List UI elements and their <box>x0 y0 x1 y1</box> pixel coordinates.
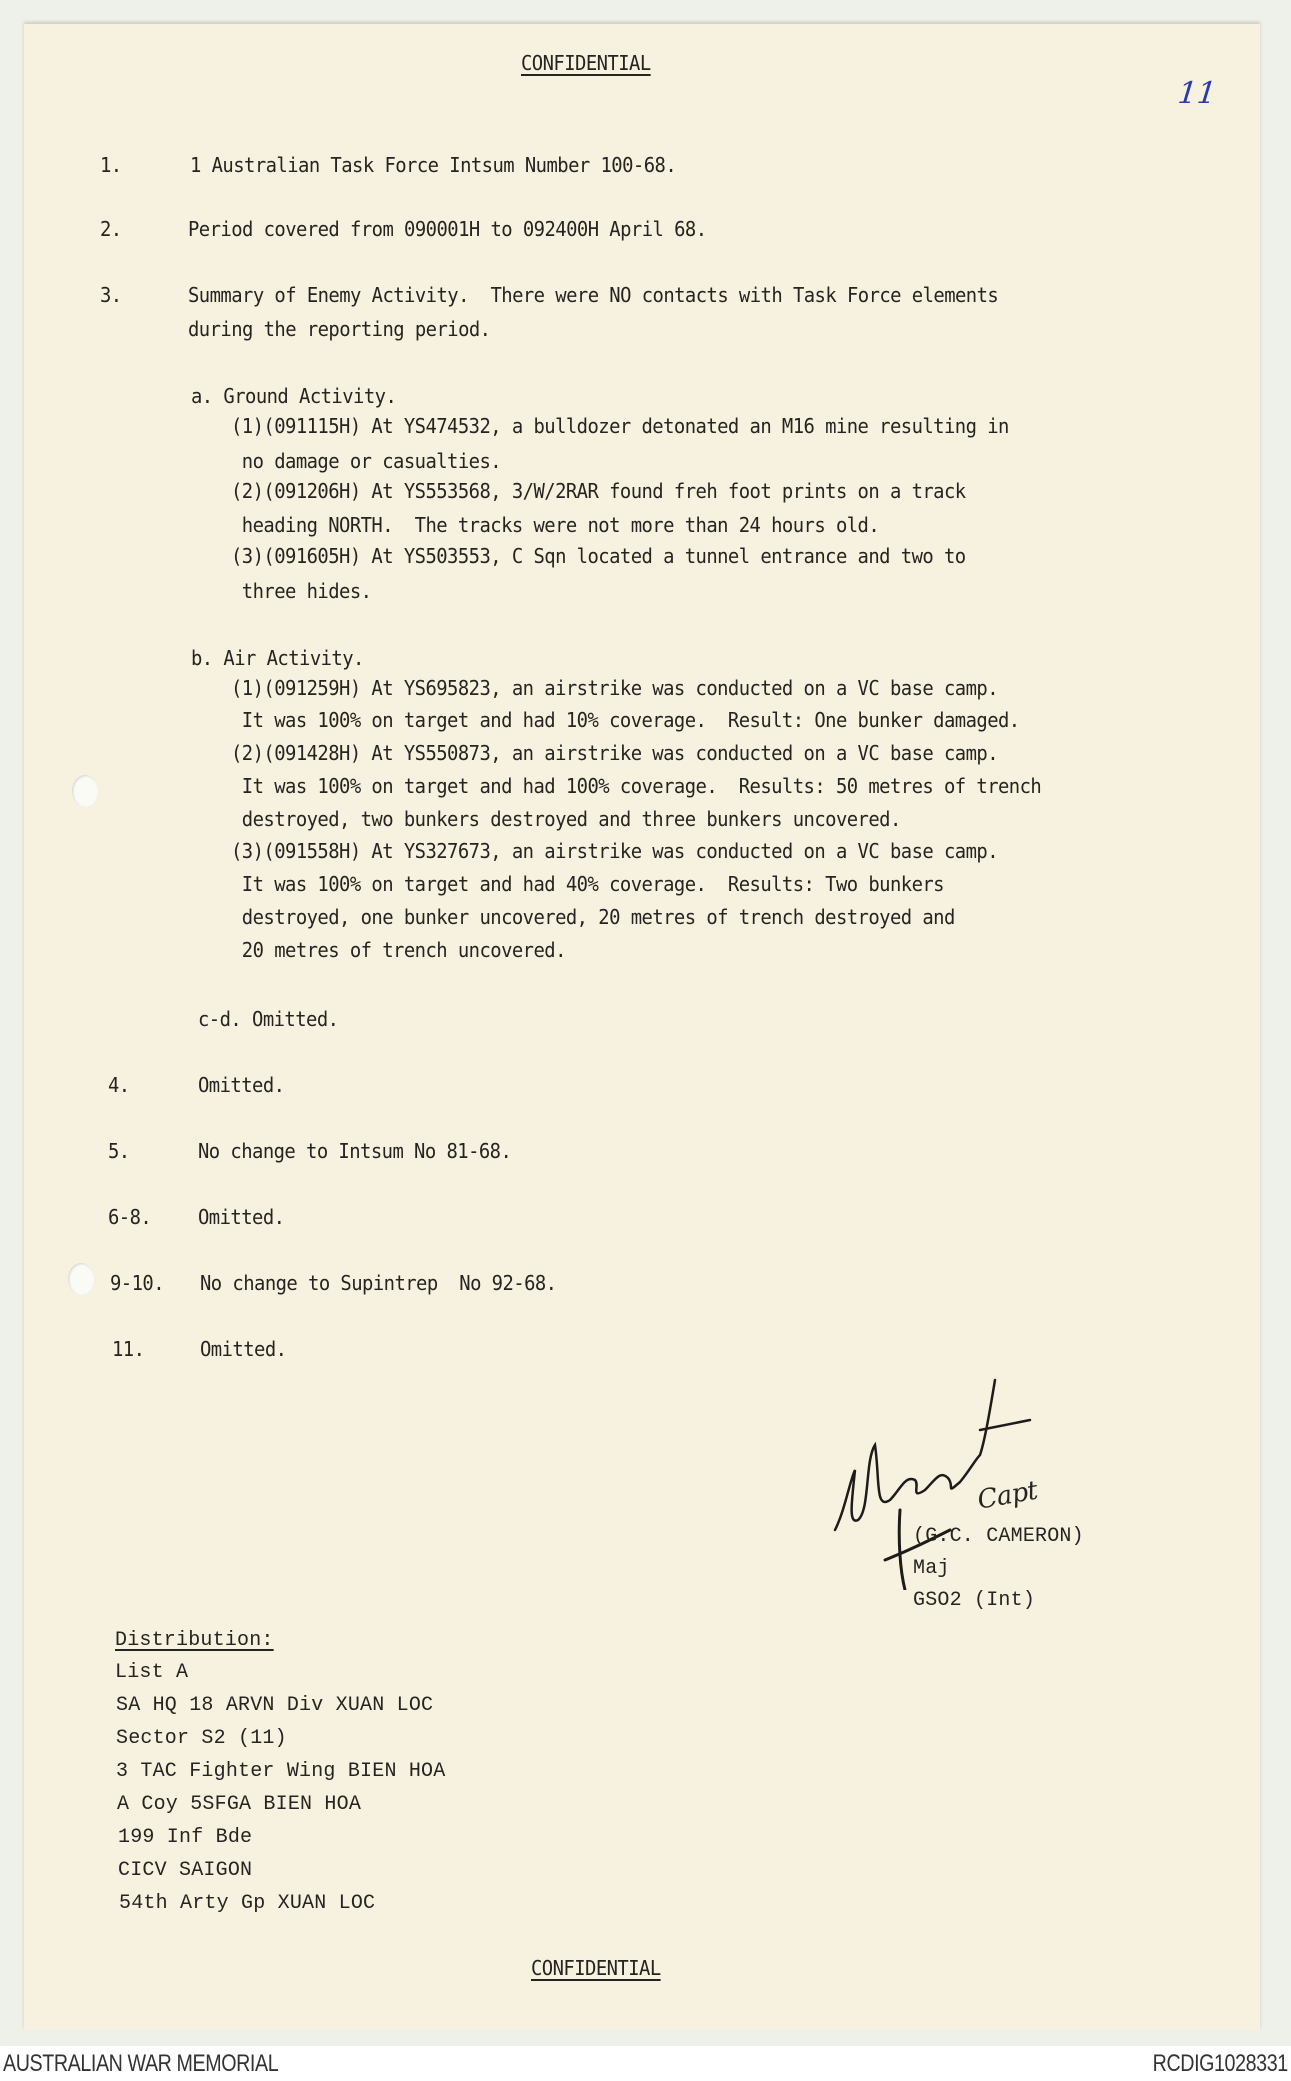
para-5-number: 5. <box>108 1139 130 1163</box>
signatory-rank: Maj <box>913 1557 950 1580</box>
para-3-line-2: during the reporting period. <box>188 317 491 341</box>
distribution-item: CICV SAIGON <box>118 1859 253 1882</box>
distribution-item: 199 Inf Bde <box>118 1826 253 1849</box>
ground-activity-line: three hides. <box>231 579 372 603</box>
ground-activity-heading: a. Ground Activity. <box>191 384 397 408</box>
air-activity-line: destroyed, two bunkers destroyed and three bunkers uncovered. <box>231 807 901 831</box>
archive-name: AUSTRALIAN WAR MEMORIAL <box>3 2050 279 2077</box>
para-2-number: 2. <box>100 217 122 241</box>
punch-hole <box>72 775 98 807</box>
archive-footer <box>0 2046 1291 2081</box>
para-9-10-number: 9-10. <box>110 1271 165 1295</box>
ground-activity-line: (1)(091115H) At YS474532, a bulldozer detonated an M16 mine resulting in <box>231 414 1009 438</box>
para-3-line-1: Summary of Enemy Activity. There were NO contacts with Task Force elements <box>188 283 999 307</box>
air-activity-line: It was 100% on target and had 100% coverage. Results: 50 metres of trench <box>231 774 1042 798</box>
archive-id: RCDIG1028331 <box>1152 2050 1288 2077</box>
para-9-10-text: No change to Supintrep No 92-68. <box>200 1271 557 1295</box>
para-6-8-text: Omitted. <box>198 1205 285 1229</box>
air-activity-line: (3)(091558H) At YS327673, an airstrike was conducted on a VC base camp. <box>231 839 998 863</box>
distribution-item: List A <box>115 1661 189 1684</box>
air-activity-line: (2)(091428H) At YS550873, an airstrike was conducted on a VC base camp. <box>231 741 998 765</box>
para-1-number: 1. <box>100 153 122 177</box>
para-11-text: Omitted. <box>200 1337 287 1361</box>
ground-activity-line: (3)(091605H) At YS503553, C Sqn located a tunnel entrance and two to <box>231 544 966 568</box>
distribution-item: Sector S2 (11) <box>116 1727 287 1750</box>
para-4-number: 4. <box>108 1073 130 1097</box>
para-11-number: 11. <box>112 1337 145 1361</box>
distribution-heading: Distribution: <box>115 1629 274 1652</box>
distribution-item: SA HQ 18 ARVN Div XUAN LOC <box>116 1694 434 1717</box>
para-4-text: Omitted. <box>198 1073 285 1097</box>
para-6-8-number: 6-8. <box>108 1205 152 1229</box>
air-activity-line: It was 100% on target and had 40% coverage. Results: Two bunkers <box>231 872 944 896</box>
distribution-item: 3 TAC Fighter Wing BIEN HOA <box>116 1760 446 1783</box>
classification-footer: CONFIDENTIAL <box>531 1956 661 1980</box>
air-activity-line: destroyed, one bunker uncovered, 20 metres of trench destroyed and <box>231 905 955 929</box>
para-5-text: No change to Intsum No 81-68. <box>198 1139 512 1163</box>
punch-hole <box>68 1263 94 1295</box>
air-activity-line: It was 100% on target and had 10% coverage. Result: One bunker damaged. <box>231 708 1020 732</box>
para-2-text: Period covered from 090001H to 092400H April 68. <box>188 217 707 241</box>
handwritten-page-number: 11 <box>1176 76 1219 111</box>
air-activity-line: (1)(091259H) At YS695823, an airstrike was conducted on a VC base camp. <box>231 676 998 700</box>
cd-omitted: c-d. Omitted. <box>198 1007 339 1031</box>
ground-activity-line: heading NORTH. The tracks were not more than 24 hours old. <box>231 513 880 537</box>
air-activity-heading: b. Air Activity. <box>191 646 364 670</box>
ground-activity-line: no damage or casualties. <box>231 449 502 473</box>
para-3-number: 3. <box>100 283 122 307</box>
ground-activity-line: (2)(091206H) At YS553568, 3/W/2RAR found freh foot prints on a track <box>231 479 966 503</box>
handwritten-rank: Capt <box>975 1475 1040 1516</box>
distribution-item: A Coy 5SFGA BIEN HOA <box>117 1793 362 1816</box>
para-1-text: 1 Australian Task Force Intsum Number 100-68. <box>190 153 677 177</box>
distribution-item: 54th Arty Gp XUAN LOC <box>119 1892 376 1915</box>
signatory-name: (G.C. CAMERON) <box>913 1525 1084 1548</box>
air-activity-line: 20 metres of trench uncovered. <box>231 938 566 962</box>
signatory-appointment: GSO2 (Int) <box>913 1589 1036 1612</box>
classification-header: CONFIDENTIAL <box>521 51 651 75</box>
